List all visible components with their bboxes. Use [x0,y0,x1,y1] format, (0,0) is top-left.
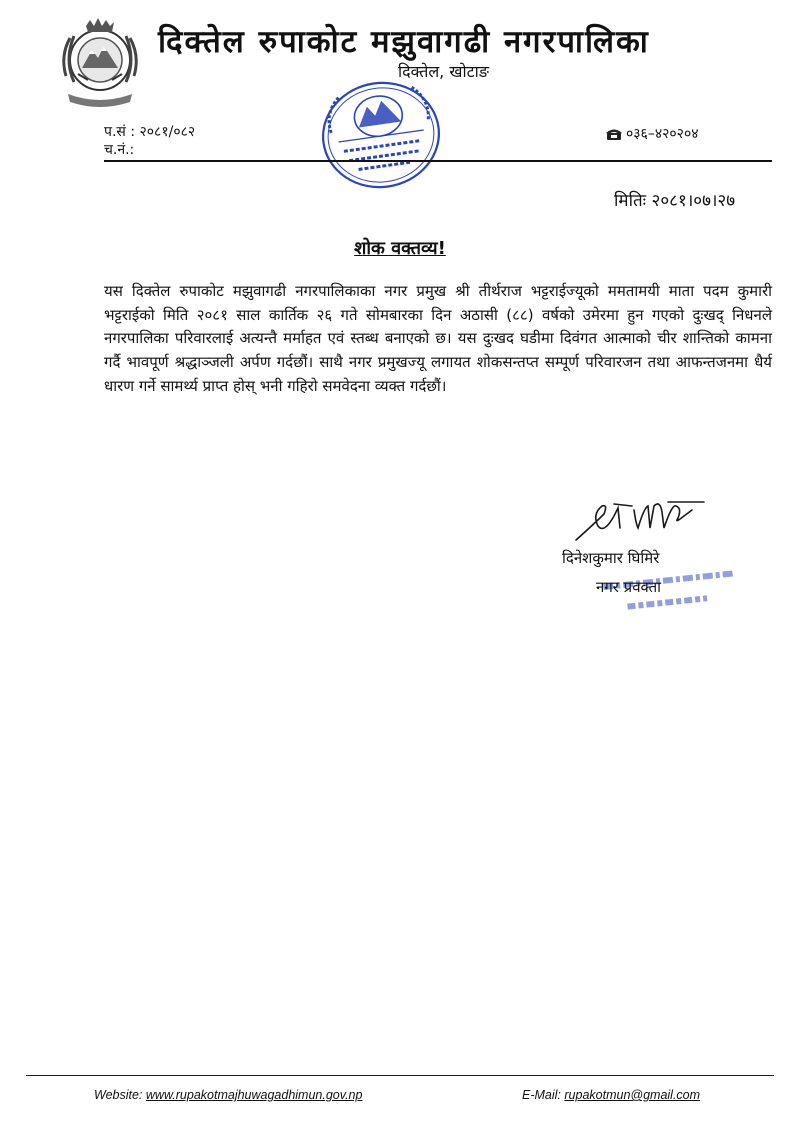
handwritten-signature-icon [574,494,714,544]
municipality-address: दिक्तेल, खोटाङ [398,62,489,81]
footer-website [94,1088,362,1102]
signatory-name: दिनेशकुमार घिमिरे [562,549,660,567]
letter-body: यस दिक्तेल रुपाकोट मझुवागढी नगरपालिकाका नगर प्रमुख श्री तीर्थराज भट्टराईज्यूको ममतामयी माता पदम कुमारी भट्टराईको मिति २०८१ साल कार्तिक २६ गते सोमबारका दिन अठासी (८८) वर्षको उमेरमा हुन गएको दुःखद् निधनले नगरपालिका परिवारलाई अत्यन्तै मर्माहत एवं स्तब्ध बनाएको छ। यस दुःखद घडीमा दिवंगत आत्माको चीर शान्तिको कामना गर्दै भावपूर्ण श्रद्धाञ्जली अर्पण गर्दछौं। साथै नगर प्रमुखज्यू लगायत शोकसन्तप्त सम्पूर्ण परिवारजन तथा आफन्तजनमा धैर्य धारण गर्ने सामर्थ्य प्राप्त होस् भनी गहिरो समवेदना व्यक्त गर्दछौं। [104,282,772,395]
municipality-office-seal-icon [318,76,444,194]
phone-number: ०३६–४२०२०४ [626,126,699,142]
letter-heading [0,236,800,260]
telephone-icon [606,128,622,140]
email-label: E-Mail: [522,1088,561,1102]
footer-divider [26,1075,774,1076]
letter-date: मितिः २०८१।०७।२७ [614,191,736,211]
municipality-title: दिक्तेल रुपाकोट मझुवागढी नगरपालिका [158,24,650,60]
website-link[interactable]: www.rupakotmajhuwagadhimun.gov.np [145,1088,363,1102]
phone-contact [606,124,699,143]
signatory-title: नगर प्रवक्ता [596,578,662,596]
header-divider [104,160,772,162]
reference-number: प.सं : २०८१/०८२ [104,124,196,140]
dispatch-number: च.नं.: [104,142,135,158]
footer-email [522,1088,700,1102]
heading-text: शोक वक्तव्य! [354,238,446,259]
nepal-government-emblem-icon [52,16,148,108]
email-link[interactable]: rupakotmun@gmail.com [564,1088,701,1102]
website-label: Website: [94,1088,143,1102]
